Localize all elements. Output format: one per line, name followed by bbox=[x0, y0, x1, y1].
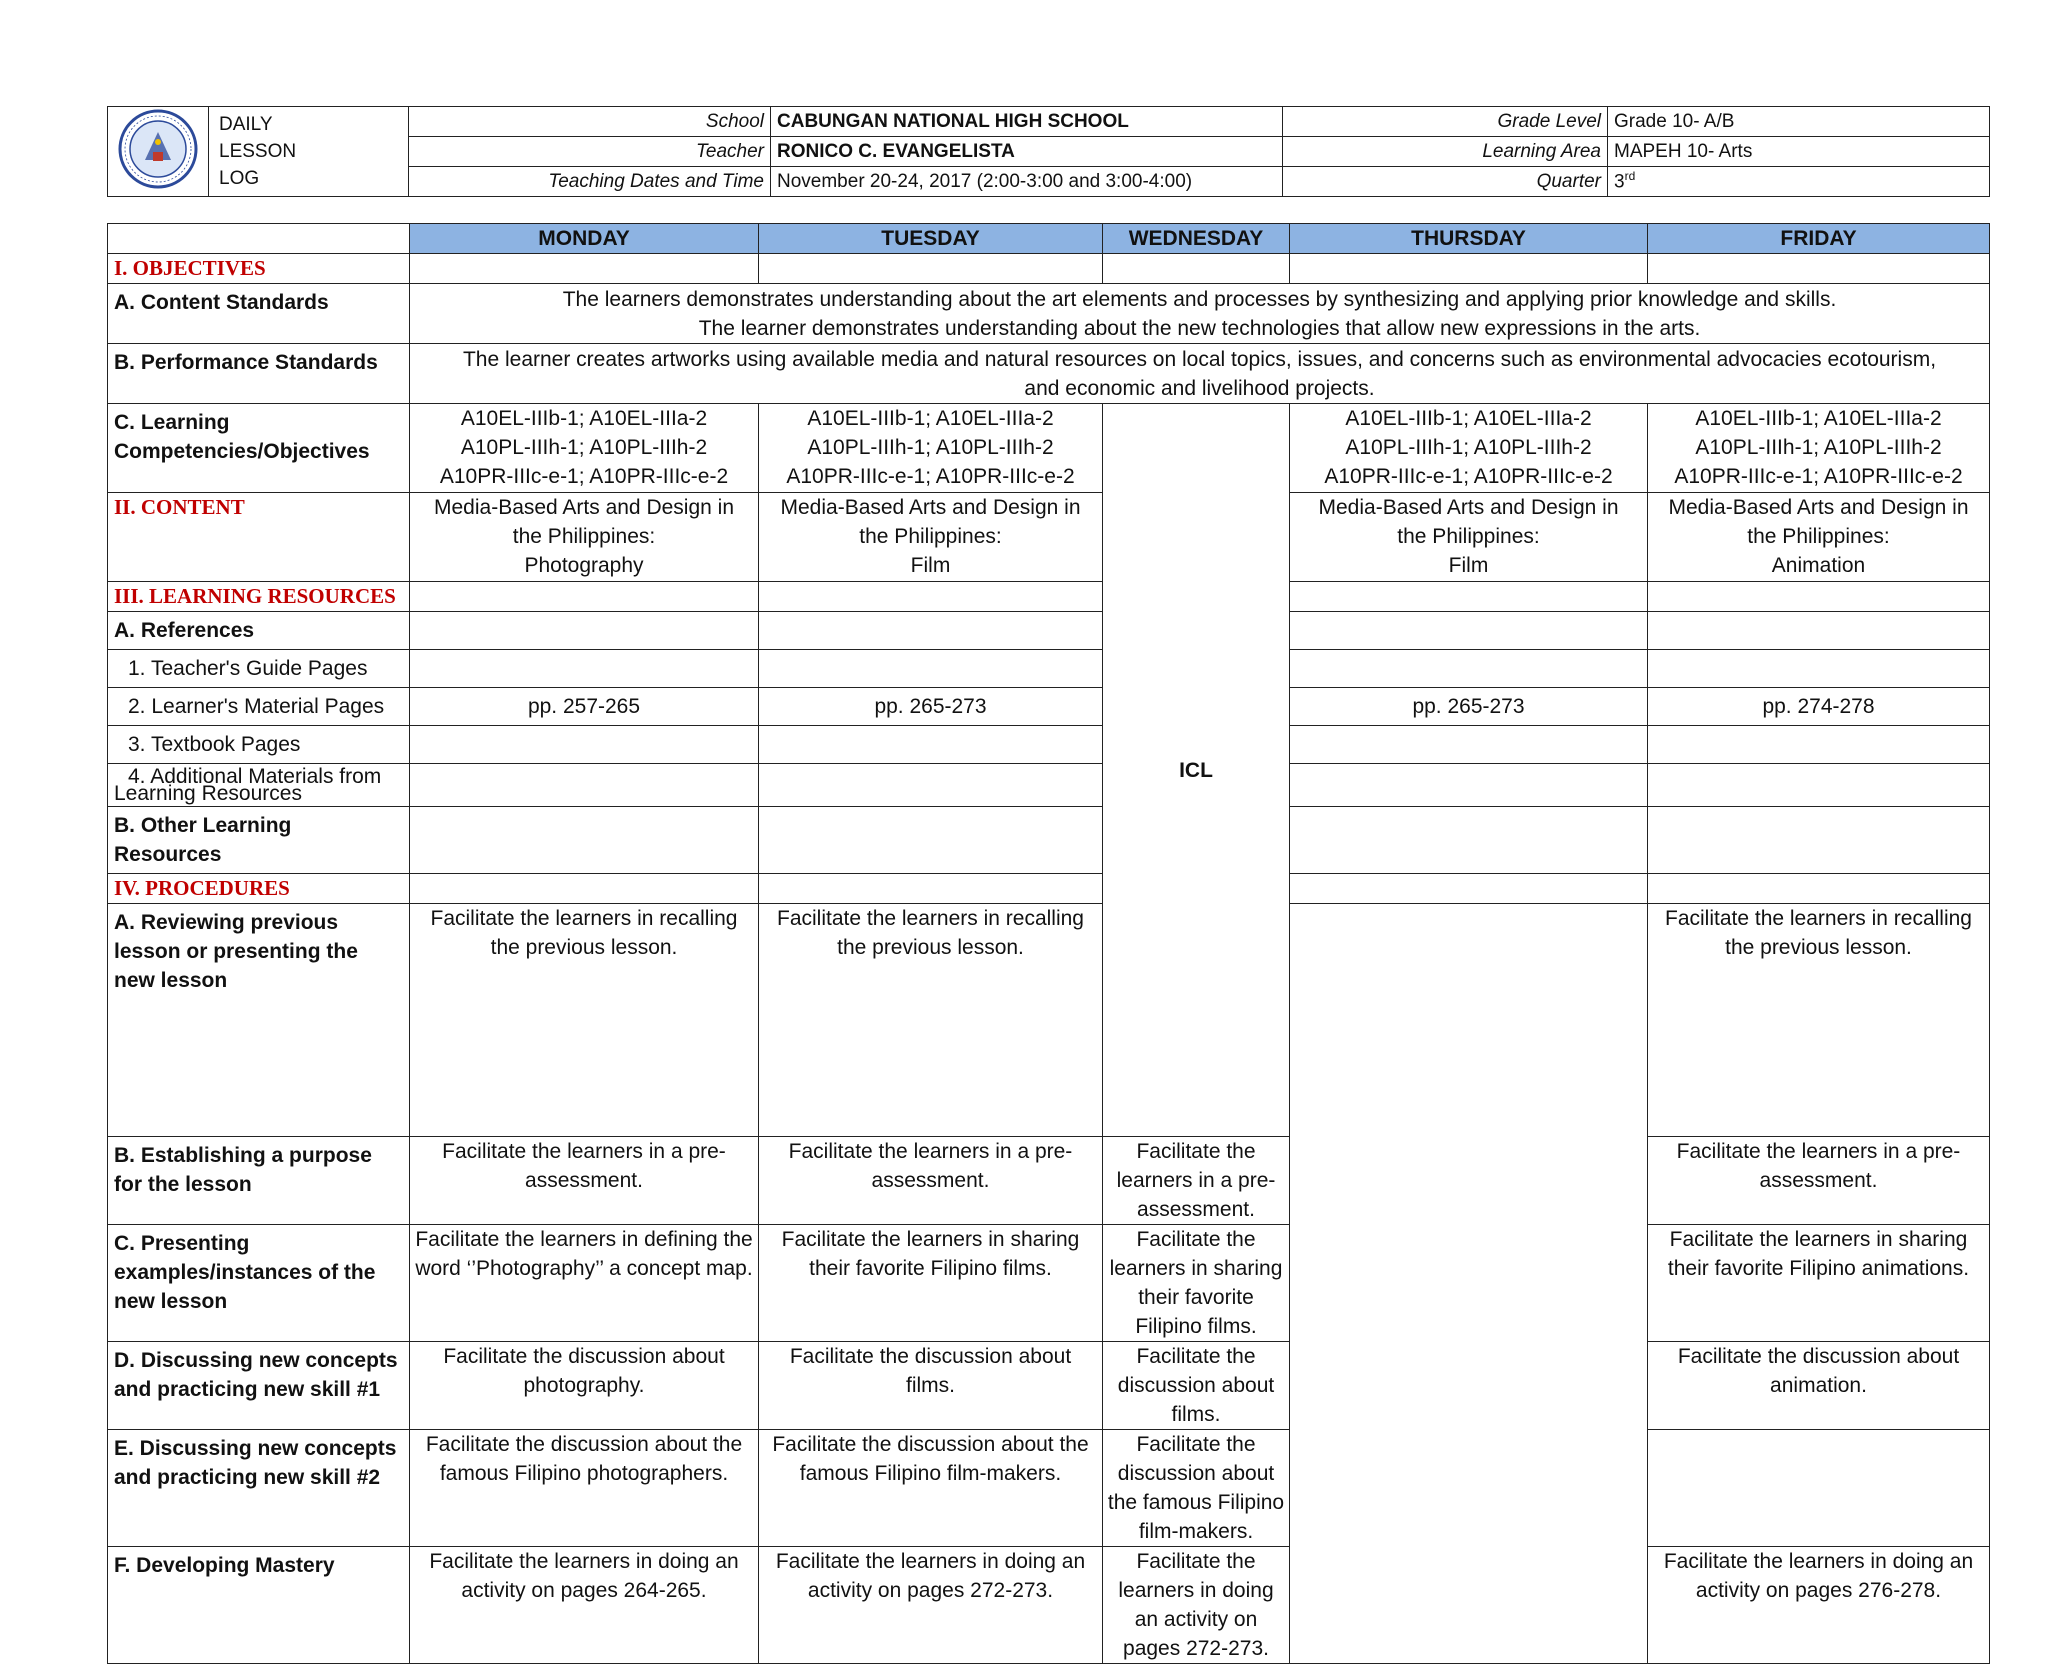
lm-tuesday: pp. 265-273 bbox=[759, 688, 1103, 726]
competency-code: A10PL-IIIh-1; A10PL-IIIh-2 bbox=[1695, 436, 1942, 459]
procedure-f-tuesday: Facilitate the learners in doing an activity on pages 272-273. bbox=[759, 1547, 1103, 1664]
procedure-a-monday: Facilitate the learners in recalling the previous lesson. bbox=[410, 904, 759, 1137]
col-thursday: THURSDAY bbox=[1290, 224, 1648, 254]
competencies-thursday bbox=[1290, 404, 1648, 493]
empty-cell bbox=[759, 650, 1103, 688]
content-thursday bbox=[1290, 493, 1648, 582]
header-table bbox=[107, 106, 1990, 197]
empty-cell bbox=[410, 807, 759, 874]
empty-cell bbox=[410, 764, 759, 807]
empty-cell bbox=[1290, 807, 1648, 874]
content-monday bbox=[410, 493, 759, 582]
empty-cell bbox=[1648, 650, 1990, 688]
title-line-lesson: LESSON bbox=[219, 141, 297, 162]
content-standards-line-2: The learner demonstrates understanding about the new technologies that allow new expressions in the arts. bbox=[698, 317, 1701, 340]
procedure-b-thursday: Facilitate the learners in a pre-assessment. bbox=[1103, 1137, 1290, 1225]
procedure-b-row bbox=[108, 1137, 1990, 1225]
icl-text: ICL bbox=[1179, 758, 1213, 782]
competency-code: A10EL-IIIb-1; A10EL-IIIa-2 bbox=[807, 407, 1054, 430]
competencies-tuesday bbox=[759, 404, 1103, 493]
content-line: Media-Based Arts and Design in bbox=[434, 496, 734, 519]
school-value: CABUNGAN NATIONAL HIGH SCHOOL bbox=[771, 107, 1283, 137]
resources-row bbox=[108, 582, 1990, 612]
empty-cell bbox=[1648, 874, 1990, 904]
procedure-d-tuesday: Facilitate the discussion about films. bbox=[759, 1342, 1103, 1430]
procedure-c-monday: Facilitate the learners in defining the word ‘’Photography’’ a concept map. bbox=[410, 1225, 759, 1342]
procedure-d-monday: Facilitate the discussion about photography. bbox=[410, 1342, 759, 1430]
procedure-a-tuesday: Facilitate the learners in recalling the previous lesson. bbox=[759, 904, 1103, 1137]
wednesday-blank-cell bbox=[1290, 904, 1648, 1664]
content-topic: Photography bbox=[524, 554, 644, 577]
competencies-row bbox=[108, 404, 1990, 493]
quarter-value bbox=[1608, 167, 1990, 197]
empty-cell bbox=[1648, 726, 1990, 764]
procedure-b-monday: Facilitate the learners in a pre-assessment. bbox=[410, 1137, 759, 1225]
procedure-c-friday: Facilitate the learners in sharing their favorite Filipino animations. bbox=[1648, 1225, 1990, 1342]
empty-cell bbox=[1290, 582, 1648, 612]
empty-cell bbox=[1648, 612, 1990, 650]
procedure-b-tuesday: Facilitate the learners in a pre-assessment. bbox=[759, 1137, 1103, 1225]
quarter-suffix: rd bbox=[1624, 169, 1636, 184]
additional-materials-row bbox=[108, 764, 1990, 807]
procedure-a-thursday: Facilitate the learners in recalling the previous lesson. bbox=[1648, 904, 1990, 1137]
content-line: the Philippines: bbox=[1747, 525, 1890, 548]
empty-cell bbox=[759, 807, 1103, 874]
learners-material-label: 2. Learner's Material Pages bbox=[108, 688, 410, 726]
content-standards-text bbox=[410, 284, 1990, 344]
procedure-e-tuesday: Facilitate the discussion about the famous Filipino film-makers. bbox=[759, 1430, 1103, 1547]
empty-cell bbox=[1290, 650, 1648, 688]
empty-cell bbox=[1290, 874, 1648, 904]
objectives-row bbox=[108, 254, 1990, 284]
references-row bbox=[108, 612, 1990, 650]
content-tuesday bbox=[759, 493, 1103, 582]
quarter-label: Quarter bbox=[1283, 167, 1608, 197]
procedure-a-row bbox=[108, 904, 1990, 1137]
empty-cell bbox=[1290, 726, 1648, 764]
performance-standards-row bbox=[108, 344, 1990, 404]
procedure-c-label: C. Presenting examples/instances of the new lesson bbox=[108, 1225, 410, 1342]
title-line-log: LOG bbox=[219, 168, 260, 189]
lm-monday: pp. 257-265 bbox=[410, 688, 759, 726]
section-objectives: I. OBJECTIVES bbox=[108, 254, 410, 284]
content-line: the Philippines: bbox=[512, 525, 656, 548]
content-line: Media-Based Arts and Design in bbox=[780, 496, 1081, 519]
learning-area-value: MAPEH 10- Arts bbox=[1608, 137, 1990, 167]
competencies-monday bbox=[410, 404, 759, 493]
grade-level-value: Grade 10- A/B bbox=[1608, 107, 1990, 137]
empty-cell bbox=[1103, 254, 1290, 284]
col-tuesday: TUESDAY bbox=[759, 224, 1103, 254]
procedure-c-row bbox=[108, 1225, 1990, 1342]
procedure-a-label: A. Reviewing previous lesson or presenting the new lesson bbox=[108, 904, 410, 1137]
empty-cell bbox=[759, 726, 1103, 764]
procedure-f-friday: Facilitate the learners in doing an activity on pages 276-278. bbox=[1648, 1547, 1990, 1664]
empty-cell bbox=[1648, 764, 1990, 807]
procedure-e-row bbox=[108, 1430, 1990, 1547]
performance-standards-label: B. Performance Standards bbox=[108, 344, 410, 404]
school-label: School bbox=[409, 107, 771, 137]
empty-cell bbox=[759, 764, 1103, 807]
empty-cell bbox=[1648, 807, 1990, 874]
procedure-e-friday bbox=[1648, 1430, 1990, 1547]
content-topic: Film bbox=[910, 554, 951, 577]
empty-cell bbox=[410, 874, 759, 904]
content-topic: Animation bbox=[1771, 554, 1866, 577]
content-line: Media-Based Arts and Design in bbox=[1318, 496, 1619, 519]
textbook-row bbox=[108, 726, 1990, 764]
col-wednesday: WEDNESDAY bbox=[1103, 224, 1290, 254]
lm-friday: pp. 274-278 bbox=[1648, 688, 1990, 726]
section-learning-resources: III. LEARNING RESOURCES bbox=[108, 582, 410, 612]
empty-cell bbox=[410, 254, 759, 284]
procedure-d-thursday: Facilitate the discussion about films. bbox=[1103, 1342, 1290, 1430]
competencies-label: C. Learning Competencies/Objectives bbox=[108, 404, 410, 493]
competency-code: A10PR-IIIc-e-1; A10PR-IIIc-e-2 bbox=[1324, 465, 1613, 488]
empty-cell bbox=[1290, 612, 1648, 650]
performance-standards-line-2: and economic and livelihood projects. bbox=[1024, 377, 1375, 400]
teaching-dates-label: Teaching Dates and Time bbox=[409, 167, 771, 197]
other-resources-row bbox=[108, 807, 1990, 874]
empty-cell bbox=[759, 582, 1103, 612]
learners-material-row bbox=[108, 688, 1990, 726]
competency-code: A10PR-IIIc-e-1; A10PR-IIIc-e-2 bbox=[786, 465, 1075, 488]
content-line: Media-Based Arts and Design in bbox=[1668, 496, 1969, 519]
procedure-e-thursday: Facilitate the discussion about the famous Filipino film-makers. bbox=[1103, 1430, 1290, 1547]
empty-cell bbox=[410, 582, 759, 612]
deped-seal bbox=[108, 107, 209, 197]
competency-code: A10EL-IIIb-1; A10EL-IIIa-2 bbox=[460, 407, 708, 430]
content-row bbox=[108, 493, 1990, 582]
textbook-label: 3. Textbook Pages bbox=[108, 726, 410, 764]
other-resources-label: B. Other Learning Resources bbox=[108, 807, 410, 874]
teachers-guide-label: 1. Teacher's Guide Pages bbox=[108, 650, 410, 688]
procedure-e-monday: Facilitate the discussion about the famous Filipino photographers. bbox=[410, 1430, 759, 1547]
empty-cell bbox=[759, 874, 1103, 904]
competency-code: A10PL-IIIh-1; A10PL-IIIh-2 bbox=[460, 436, 708, 459]
teaching-dates-value: November 20-24, 2017 (2:00-3:00 and 3:00-4:00) bbox=[771, 167, 1283, 197]
procedure-d-row bbox=[108, 1342, 1990, 1430]
daily-lesson-log-title bbox=[209, 107, 409, 197]
competency-code: A10EL-IIIb-1; A10EL-IIIa-2 bbox=[1695, 407, 1942, 430]
lesson-log-table bbox=[107, 223, 1990, 1664]
col-monday: MONDAY bbox=[410, 224, 759, 254]
performance-standards-line-1: The learner creates artworks using available media and natural resources on local topics, issues, and concerns such as environmental advocacies ecotourism, bbox=[462, 348, 1937, 371]
learning-area-label: Learning Area bbox=[1283, 137, 1608, 167]
grade-level-label: Grade Level bbox=[1283, 107, 1608, 137]
competency-code: A10PR-IIIc-e-1; A10PR-IIIc-e-2 bbox=[1674, 465, 1963, 488]
empty-cell bbox=[410, 726, 759, 764]
procedures-row bbox=[108, 874, 1990, 904]
content-line: the Philippines: bbox=[859, 525, 1002, 548]
content-topic: Film bbox=[1448, 554, 1489, 577]
col-friday: FRIDAY bbox=[1648, 224, 1990, 254]
procedure-f-monday: Facilitate the learners in doing an activity on pages 264-265. bbox=[410, 1547, 759, 1664]
content-line: the Philippines: bbox=[1397, 525, 1540, 548]
competency-code: A10PL-IIIh-1; A10PL-IIIh-2 bbox=[1345, 436, 1592, 459]
empty-cell bbox=[1648, 254, 1990, 284]
procedure-f-thursday: Facilitate the learners in doing an activity on pages 272-273. bbox=[1103, 1547, 1290, 1664]
empty-cell bbox=[759, 612, 1103, 650]
procedure-e-label: E. Discussing new concepts and practicing new skill #2 bbox=[108, 1430, 410, 1547]
deped-seal-icon bbox=[115, 108, 201, 190]
procedure-c-tuesday: Facilitate the learners in sharing their favorite Filipino films. bbox=[759, 1225, 1103, 1342]
title-line-daily: DAILY bbox=[219, 114, 273, 135]
references-label: A. References bbox=[108, 612, 410, 650]
competency-code: A10PL-IIIh-1; A10PL-IIIh-2 bbox=[807, 436, 1054, 459]
content-standards-row bbox=[108, 284, 1990, 344]
teacher-label: Teacher bbox=[409, 137, 771, 167]
day-header-row bbox=[108, 224, 1990, 254]
competency-code: A10EL-IIIb-1; A10EL-IIIa-2 bbox=[1345, 407, 1592, 430]
procedure-d-label: D. Discussing new concepts and practicing new skill #1 bbox=[108, 1342, 410, 1430]
competencies-friday bbox=[1648, 404, 1990, 493]
wednesday-icl-cell bbox=[1103, 404, 1290, 1137]
empty-cell bbox=[1290, 764, 1648, 807]
procedure-c-thursday: Facilitate the learners in sharing their favorite Filipino films. bbox=[1103, 1225, 1290, 1342]
empty-cell bbox=[410, 650, 759, 688]
competency-code: A10PR-IIIc-e-1; A10PR-IIIc-e-2 bbox=[439, 465, 729, 488]
additional-materials-label: 4. Additional Materials from Learning Resources bbox=[108, 764, 410, 807]
section-procedures: IV. PROCEDURES bbox=[108, 874, 410, 904]
teachers-guide-row bbox=[108, 650, 1990, 688]
procedure-b-friday: Facilitate the learners in a pre-assessment. bbox=[1648, 1137, 1990, 1225]
section-content: II. CONTENT bbox=[108, 493, 410, 582]
performance-standards-text bbox=[410, 344, 1990, 404]
content-friday bbox=[1648, 493, 1990, 582]
blank-header-cell bbox=[108, 224, 410, 254]
content-standards-line-1: The learners demonstrates understanding about the art elements and processes by synthesizing and applying prior knowledge and skills. bbox=[562, 288, 1837, 311]
procedure-f-row bbox=[108, 1547, 1990, 1664]
content-standards-label: A. Content Standards bbox=[108, 284, 410, 344]
teacher-value: RONICO C. EVANGELISTA bbox=[771, 137, 1283, 167]
empty-cell bbox=[410, 612, 759, 650]
quarter-number: 3 bbox=[1614, 171, 1625, 193]
empty-cell bbox=[759, 254, 1103, 284]
procedure-f-label: F. Developing Mastery bbox=[108, 1547, 410, 1664]
procedure-b-label: B. Establishing a purpose for the lesson bbox=[108, 1137, 410, 1225]
empty-cell bbox=[1290, 254, 1648, 284]
procedure-d-friday: Facilitate the discussion about animation. bbox=[1648, 1342, 1990, 1430]
empty-cell bbox=[1648, 582, 1990, 612]
lm-thursday: pp. 265-273 bbox=[1290, 688, 1648, 726]
